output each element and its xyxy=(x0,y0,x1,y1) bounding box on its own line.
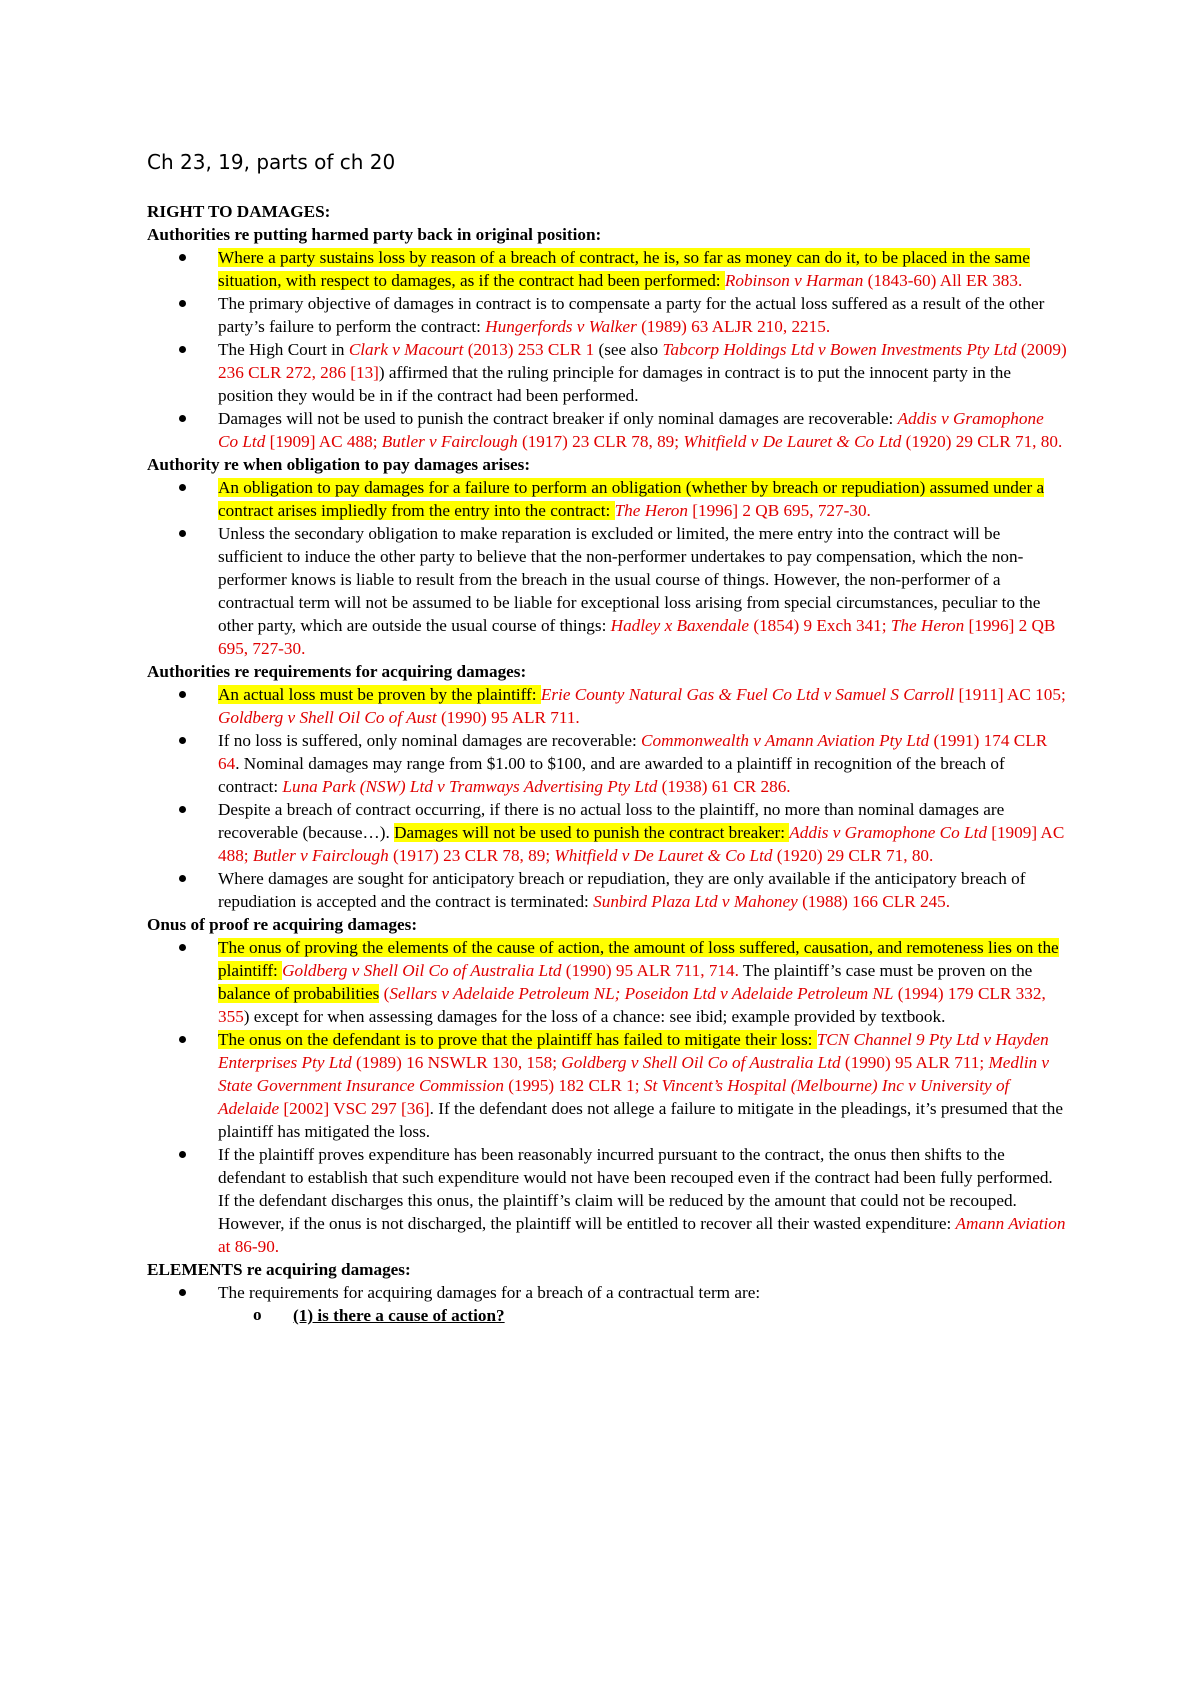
case-citation: Medlin v State Government Insurance Commission xyxy=(218,1053,1050,1095)
case-citation: Hadley x Baxendale xyxy=(610,616,750,635)
text: (see also xyxy=(594,340,663,359)
case-citation: St Vincent’s Hospital (Melbourne) Inc v University of Adelaide xyxy=(218,1076,1010,1118)
list-item xyxy=(218,683,1067,729)
group-heading: ELEMENTS re acquiring damages: xyxy=(147,1260,411,1279)
case-citation: Butler v Fairclough xyxy=(381,432,518,451)
list-item xyxy=(218,798,1067,867)
bullet-list xyxy=(147,936,1067,1258)
bullet-list xyxy=(147,246,1067,453)
case-citation: Luna Park (NSW) Ltd v Tramways Advertising Pty Ltd xyxy=(282,777,658,796)
case-citation: Clark v Macourt xyxy=(348,340,464,359)
text: The plaintiff’s case must be proven on the xyxy=(738,961,1033,980)
citation-reference: [2002] VSC 297 [36] xyxy=(279,1099,430,1118)
case-citation: Goldberg v Shell Oil Co of Australia Ltd xyxy=(561,1053,841,1072)
highlighted-text: An actual loss must be proven by the plaintiff: xyxy=(218,685,541,704)
case-citation: Whitfield v De Lauret & Co Ltd xyxy=(683,432,902,451)
case-citation: Erie County Natural Gas & Fuel Co Ltd v Samuel S Carroll xyxy=(540,685,955,704)
citation-reference: [1909] AC 488; xyxy=(265,432,382,451)
citation-reference: (1917) 23 CLR 78, 89; xyxy=(517,432,684,451)
section-heading: RIGHT TO DAMAGES: xyxy=(147,202,331,221)
group-heading: Authority re when obligation to pay damages arises: xyxy=(147,455,531,474)
case-citation: Goldberg v Shell Oil Co of Aust xyxy=(218,708,437,727)
citation-reference: (1990) 95 ALR 711. xyxy=(436,708,580,727)
sub-item-text: (1) is there a cause of action? xyxy=(293,1306,505,1325)
highlighted-text: balance of probabilities xyxy=(218,984,380,1003)
list-item xyxy=(218,936,1067,1028)
highlighted-text: The onus on the defendant is to prove that the plaintiff has failed to mitigate their loss: xyxy=(218,1030,817,1049)
citation-reference: (1843-60) All ER 383. xyxy=(863,271,1023,290)
case-citation: Robinson v Harman xyxy=(724,271,864,290)
text: . If the defendant does not allege a failure to mitigate in the pleadings, it’s presumed that the plaintiff has mitigated the loss. xyxy=(218,1099,1064,1141)
case-citation: Addis v Gramophone Co Ltd xyxy=(218,409,1044,451)
citation-reference: (1938) 61 CR 286. xyxy=(657,777,791,796)
bullet-list xyxy=(147,476,1067,660)
citation-reference: (1994) 179 CLR 332, 355 xyxy=(218,984,1046,1026)
case-citation: Amann Aviation xyxy=(955,1214,1066,1233)
case-citation: Whitfield v De Lauret & Co Ltd xyxy=(554,846,773,865)
text: Despite a breach of contract occurring, if there is no actual loss to the plaintiff, no more than nominal damages are recoverable (because…). xyxy=(218,800,1005,842)
text: ) affirmed that the ruling principle for damages in contract is to put the innocent party in the position they would be in if the contract had been performed. xyxy=(218,363,1011,405)
sub-list xyxy=(218,1304,1067,1327)
citation-reference: (1988) 166 CLR 245. xyxy=(797,892,951,911)
text: Unless the secondary obligation to make reparation is excluded or limited, the mere entry into the contract will be sufficient to induce the other party to believe that the non-performer undertakes to pay compensation, which the non-performer knows is liable to result from the breach in the usual course of things. However, the non-performer of a contractual term will not be assumed to be liable for exceptional loss arising from special circumstances, peculiar to the other party, which are outside the usual course of things: xyxy=(218,524,1041,635)
text: ) except for when assessing damages for the loss of a chance: see ibid; example provided by textbook. xyxy=(243,1007,946,1026)
highlighted-text: An obligation to pay damages for a failure to perform an obligation (whether by breach or repudiation) assumed under a contract arises impliedly from the entry into the contract: xyxy=(218,478,1045,520)
highlighted-text: Where a party sustains loss by reason of a breach of contract, he is, so far as money can do it, to be placed in the same situation, with respect to damages, as if the contract had been performed: xyxy=(218,248,1030,290)
group-heading: Onus of proof re acquiring damages: xyxy=(147,915,418,934)
document-title: Ch 23, 19, parts of ch 20 xyxy=(147,150,396,174)
citation-reference: (1995) 182 CLR 1; xyxy=(503,1076,644,1095)
text: Where damages are sought for anticipatory breach or repudiation, they are only available if the anticipatory breach of repudiation is accepted and the contract is terminated: xyxy=(218,869,1026,911)
citation-reference: [1911] AC 105; xyxy=(954,685,1066,704)
bullet-list xyxy=(147,1281,1067,1327)
citation-reference: (1990) 95 ALR 711; xyxy=(840,1053,989,1072)
text: If no loss is suffered, only nominal damages are recoverable: xyxy=(218,731,642,750)
citation-reference: (1989) 16 NSWLR 130, 158; xyxy=(351,1053,562,1072)
highlighted-text: The onus of proving the elements of the cause of action, the amount of loss suffered, causation, and remoteness lies on the plaintiff: xyxy=(218,938,1059,980)
citation-reference: (1917) 23 CLR 78, 89; xyxy=(388,846,555,865)
text: Damages will not be used to punish the contract breaker if only nominal damages are recoverable: xyxy=(218,409,898,428)
bullet-list xyxy=(147,683,1067,913)
citation-reference: (1991) 174 CLR 64 xyxy=(218,731,1048,773)
text: The High Court in xyxy=(218,340,349,359)
citation-reference: [1996] 2 QB 695, 727-30. xyxy=(687,501,871,520)
list-item xyxy=(218,1028,1067,1143)
citation-reference: ( xyxy=(379,984,390,1003)
case-citation: Sellars v Adelaide Petroleum NL; Poseidon Ltd v Adelaide Petroleum NL xyxy=(389,984,894,1003)
citation-reference: [1996] 2 QB 695, 727-30. xyxy=(218,616,1056,658)
citation-reference: (2013) 253 CLR 1 xyxy=(463,340,595,359)
case-citation: The Heron xyxy=(890,616,965,635)
list-item xyxy=(218,407,1067,453)
list-item xyxy=(218,1281,1067,1327)
list-item xyxy=(218,246,1067,292)
citation-reference: (1920) 29 CLR 71, 80. xyxy=(901,432,1063,451)
case-citation: The Heron xyxy=(614,501,688,520)
case-citation: Sunbird Plaza Ltd v Mahoney xyxy=(593,892,798,911)
citation-reference: (1989) 63 ALJR 210, 2215. xyxy=(636,317,831,336)
citation-reference: (2009) 236 CLR 272, 286 [13] xyxy=(218,340,1067,382)
list-item xyxy=(218,522,1067,660)
sub-list-item xyxy=(293,1304,1067,1327)
case-citation: Butler v Fairclough xyxy=(252,846,389,865)
citation-reference: at 86-90. xyxy=(218,1237,280,1256)
text: If the plaintiff proves expenditure has been reasonably incurred pursuant to the contract, the onus then shifts to the defendant to establish that such expenditure would not have been recouped even if the contract had been fully performed. If the defendant discharges this onus, the plaintiff’s claim will be reduced by the amount that could not be recouped. However, if the onus is not discharged, the plaintiff will be entitled to recover all their wasted expenditure: xyxy=(218,1145,1053,1233)
citation-reference: (1990) 95 ALR 711, 714. xyxy=(561,961,739,980)
citation-reference: (1920) 29 CLR 71, 80. xyxy=(772,846,934,865)
text: . Nominal damages may range from $1.00 to $100, and are awarded to a plaintiff in recognition of the breach of contract: xyxy=(218,754,1005,796)
case-citation: Hungerfords v Walker xyxy=(485,317,637,336)
list-item xyxy=(218,476,1067,522)
list-item xyxy=(218,338,1067,407)
highlighted-text: Damages will not be used to punish the contract breaker: xyxy=(394,823,790,842)
case-citation: Commonwealth v Amann Aviation Pty Ltd xyxy=(641,731,930,750)
group-heading: Authorities re requirements for acquiring damages: xyxy=(147,662,527,681)
case-citation: TCN Channel 9 Pty Ltd v Hayden Enterprises Pty Ltd xyxy=(218,1030,1049,1072)
document-page xyxy=(147,148,1067,1327)
list-item xyxy=(218,1143,1067,1258)
list-item xyxy=(218,729,1067,798)
list-item xyxy=(218,867,1067,913)
list-item xyxy=(218,292,1067,338)
group-heading: Authorities re putting harmed party back in original position: xyxy=(147,225,602,244)
citation-reference: (1854) 9 Exch 341; xyxy=(749,616,891,635)
case-citation: Tabcorp Holdings Ltd v Bowen Investments Pty Ltd xyxy=(662,340,1017,359)
text: The requirements for acquiring damages for a breach of a contractual term are: xyxy=(218,1283,761,1302)
text: The primary objective of damages in contract is to compensate a party for the actual loss suffered as a result of the other party’s failure to perform the contract: xyxy=(218,294,1045,336)
citation-reference: [1909] AC 488; xyxy=(218,823,1065,865)
case-citation: Addis v Gramophone Co Ltd xyxy=(789,823,987,842)
case-citation: Goldberg v Shell Oil Co of Australia Ltd xyxy=(282,961,562,980)
